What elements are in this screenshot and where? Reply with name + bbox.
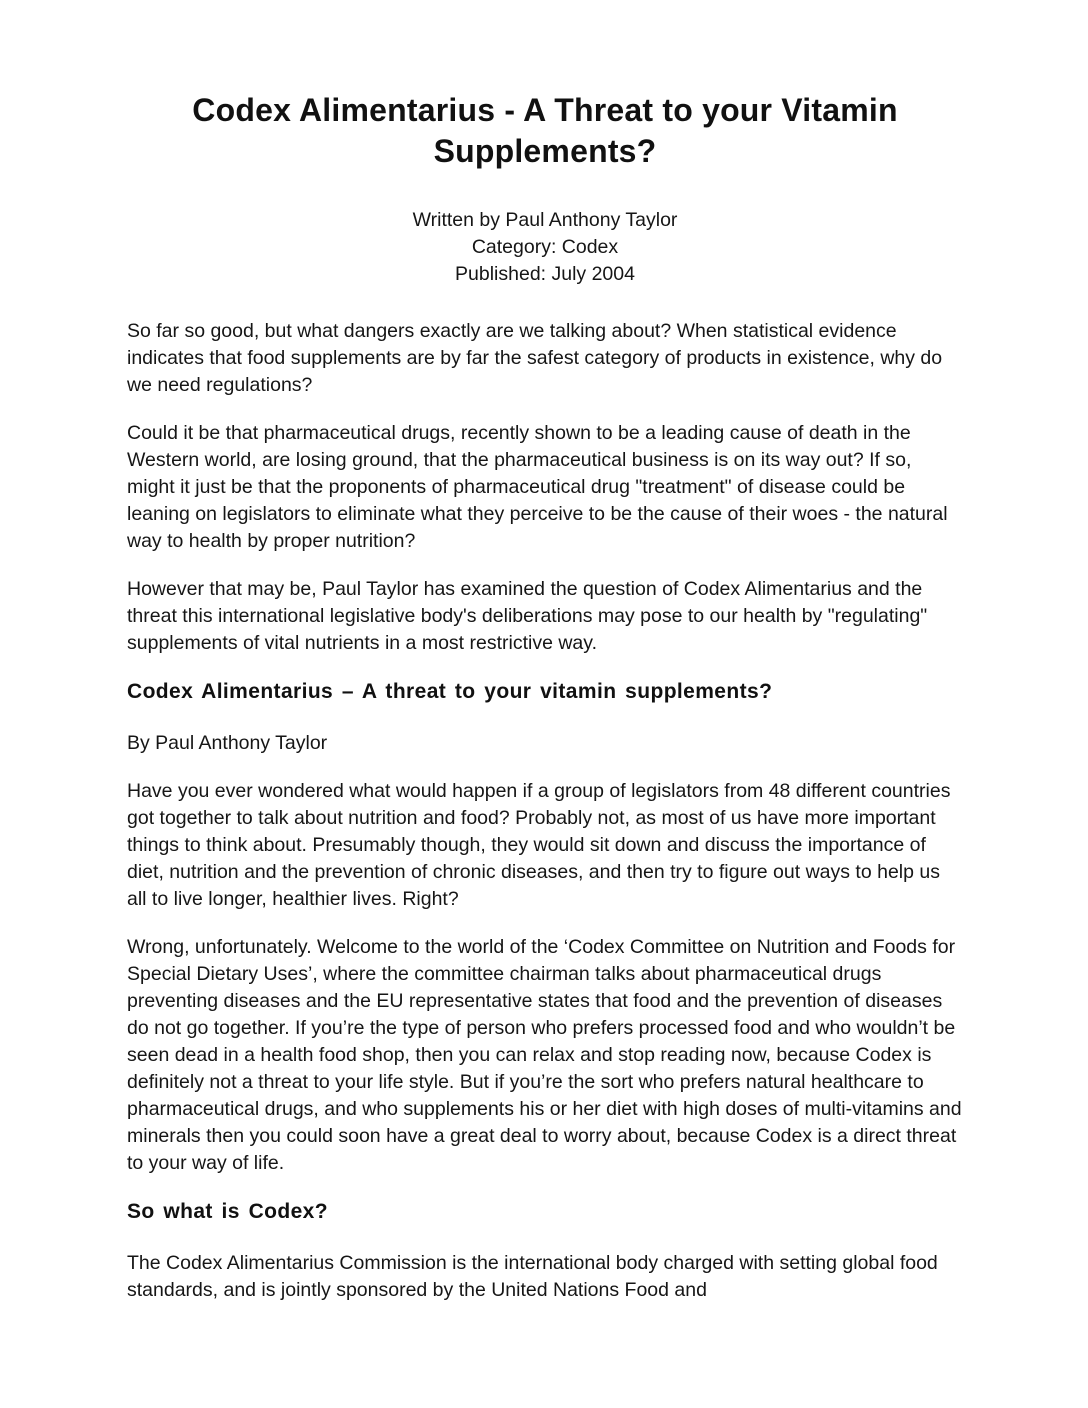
section-heading-codex-threat: Codex Alimentarius – A threat to your vitamin supplements? [127,680,773,703]
article-byline: By Paul Anthony Taylor [127,732,328,754]
intro-paragraph-3: However that may be, Paul Taylor has examined the question of Codex Alimentarius and the threat this international legislative body's deliberations may pose to our health by "regulating" supplements of vital nutrients in a most restrictive way. [127,578,928,654]
document-title: Codex Alimentarius - A Threat to your Vitamin Supplements? [192,92,898,169]
document-body [127,318,963,1304]
what-is-codex-paragraph-1: The Codex Alimentarius Commission is the international body charged with setting global food standards, and is jointly sponsored by the United Nations Food and [127,1252,938,1301]
article-paragraph-1: Have you ever wondered what would happen if a group of legislators from 48 different countries got together to talk about nutrition and food? Probably not, as most of us have more important things to think about. Presumably though, they would sit down and discuss the importance of diet, nutrition and the prevention of chronic diseases, and then try to figure out ways to help us all to live longer, healthier lives. Right? [127,780,951,910]
meta-category: Category: Codex [471,236,619,258]
meta-published: Published: July 2004 [455,263,635,285]
intro-paragraph-1: So far so good, but what dangers exactly are we talking about? When statistical evidence indicates that food supplements are by far the safest category of products in existence, why do we need regulations? [127,320,943,396]
article-paragraph-2: Wrong, unfortunately. Welcome to the world of the ‘Codex Committee on Nutrition and Foods for Special Dietary Uses’, where the committee chairman talks about pharmaceutical drugs preventing diseases and the EU representative states that food and the prevention of diseases do not go together. If you’re the type of person who prefers processed food and who wouldn’t be seen dead in a health food shop, then you can relax and stop reading now, because Codex is definitely not a threat to your life style. But if you’re the sort who prefers natural healthcare to pharmaceutical drugs, and who supplements his or her diet with high doses of multi-vitamins and minerals then you could soon have a great deal to worry about, because Codex is a direct threat to your way of life. [127,936,962,1174]
document-meta-block [127,207,963,288]
meta-written-by: Written by Paul Anthony Taylor [412,209,678,231]
section-heading-what-is-codex: So what is Codex? [127,1200,328,1223]
intro-paragraph-2: Could it be that pharmaceutical drugs, recently shown to be a leading cause of death in the Western world, are losing ground, that the pharmaceutical business is on its way out? If so, might it just be that the proponents of pharmaceutical drug "treatment" of disease could be leaning on legislators to eliminate what they perceive to be the cause of their woes - the natural way to health by proper nutrition? [127,422,948,552]
